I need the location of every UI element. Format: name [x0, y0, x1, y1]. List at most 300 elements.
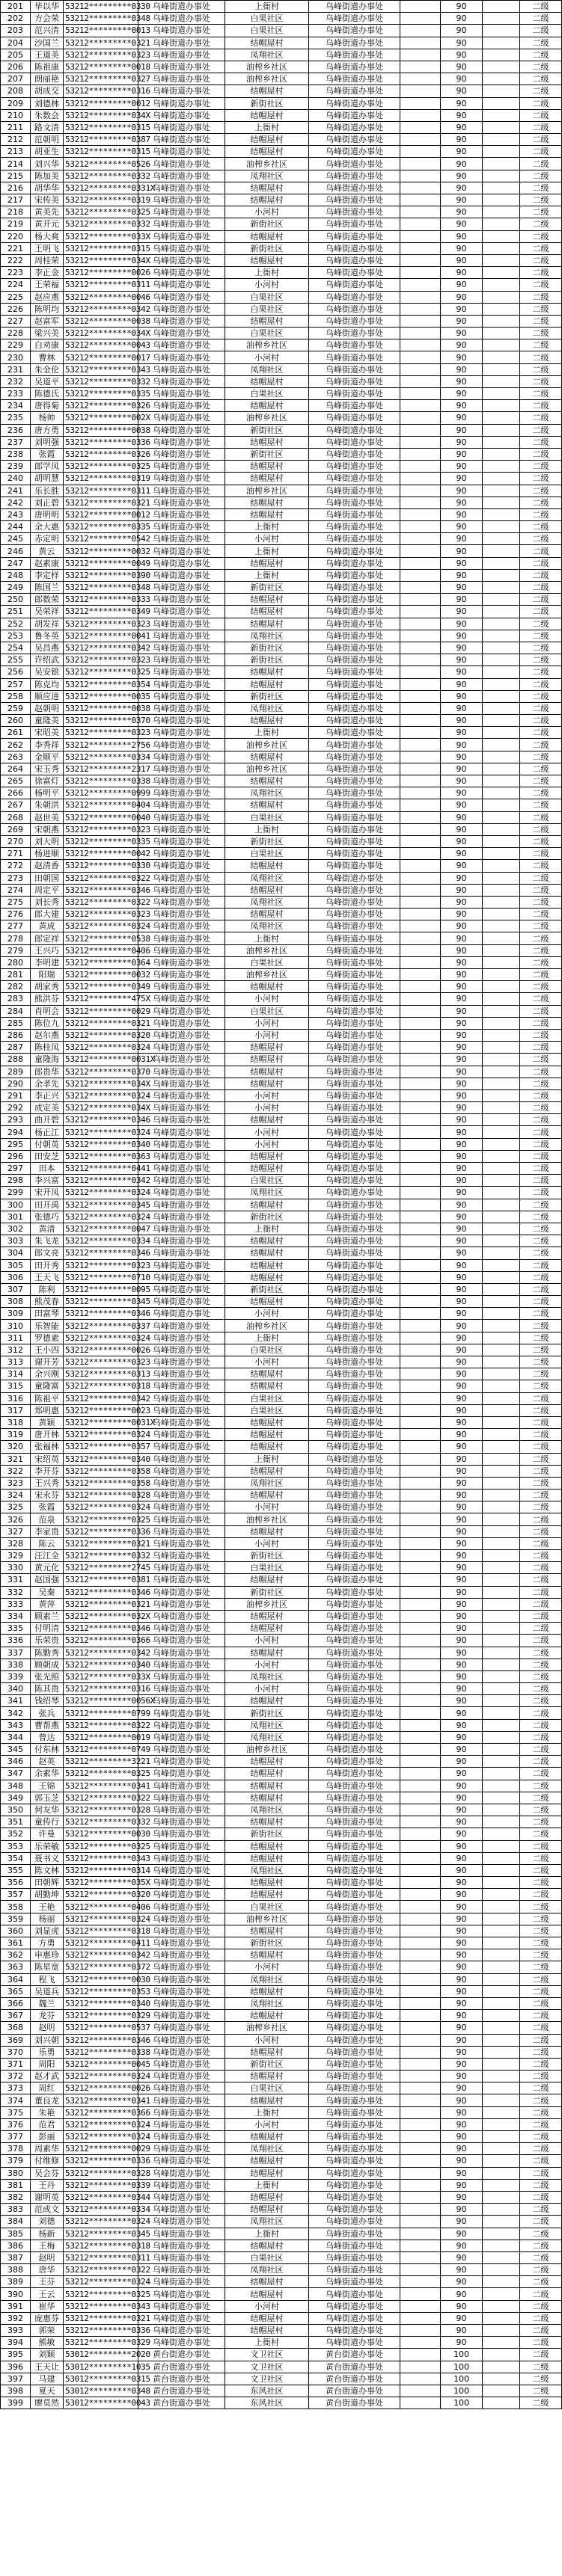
blank-cell: [483, 2082, 520, 2094]
id-number: 53212*********0358: [64, 1465, 138, 1477]
id-number: 53212*********0346: [64, 1586, 138, 1598]
table-row: [1, 981, 562, 993]
person-name: 宋绍英: [31, 1453, 64, 1465]
disability-level: 二级: [520, 2082, 562, 2094]
person-name: 罗德素: [31, 1332, 64, 1344]
village: 油榨乡社区: [225, 412, 309, 424]
village: 结帽屋村: [225, 2167, 309, 2179]
row-number: 356: [1, 1877, 31, 1889]
id-number: 53012*********0348: [64, 2385, 138, 2397]
handling-office: 乌峰街道办事处: [309, 775, 400, 787]
row-number: 273: [1, 872, 31, 884]
village: 结帽屋村: [225, 315, 309, 327]
village: 白果社区: [225, 1404, 309, 1416]
person-name: 唐方勇: [31, 424, 64, 436]
person-name: 张福林: [31, 1441, 64, 1453]
village: 油榨乡社区: [225, 739, 309, 751]
amount: 90: [441, 1199, 483, 1211]
person-name: 崔华: [31, 2300, 64, 2312]
blank-cell: [483, 351, 520, 363]
amount: 90: [441, 1647, 483, 1659]
amount: 90: [441, 1380, 483, 1392]
row-number: 204: [1, 37, 31, 49]
id-number: 53212*********0353: [64, 1985, 138, 1997]
street-office: 乌峰街道办事处: [138, 1756, 225, 1768]
id-number: 53212*********0346: [64, 884, 138, 896]
person-name: 周红: [31, 2082, 64, 2094]
village: 小河村: [225, 2118, 309, 2130]
id-number: 53212*********0318: [64, 1925, 138, 1937]
handling-office: 乌峰街道办事处: [309, 2118, 400, 2130]
street-office: 乌峰街道办事处: [138, 739, 225, 751]
id-number: 53212*********0329: [64, 2337, 138, 2349]
table-row: [1, 1623, 562, 1635]
id-number: 53212*********0324: [64, 1913, 138, 1925]
street-office: 乌峰街道办事处: [138, 920, 225, 932]
person-name: 王天让: [31, 2361, 64, 2373]
person-name: 李正金: [31, 267, 64, 279]
blank-cell: [483, 61, 520, 73]
handling-office: 乌峰街道办事处: [309, 811, 400, 823]
handling-office: 乌峰街道办事处: [309, 73, 400, 85]
row-number: 398: [1, 2385, 31, 2397]
table-row: [1, 328, 562, 339]
blank-cell: [400, 412, 441, 424]
disability-level: 二级: [520, 1804, 562, 1816]
blank-cell: [483, 981, 520, 993]
table-row: [1, 109, 562, 121]
blank-cell: [400, 823, 441, 835]
row-number: 276: [1, 909, 31, 920]
id-number: 53212*********0324: [64, 1187, 138, 1199]
table-row: [1, 763, 562, 775]
disability-level: 二级: [520, 545, 562, 557]
blank-cell: [483, 37, 520, 49]
row-number: 289: [1, 1066, 31, 1078]
row-number: 314: [1, 1368, 31, 1380]
handling-office: 乌峰街道办事处: [309, 1271, 400, 1283]
blank-cell: [483, 1199, 520, 1211]
blank-cell: [483, 618, 520, 630]
blank-cell: [400, 1744, 441, 1756]
row-number: 223: [1, 267, 31, 279]
blank-cell: [400, 1211, 441, 1223]
id-number: 53212*********0335: [64, 835, 138, 847]
row-number: 247: [1, 557, 31, 569]
disability-level: 二级: [520, 763, 562, 775]
amount: 90: [441, 1477, 483, 1489]
handling-office: 乌峰街道办事处: [309, 909, 400, 920]
handling-office: 乌峰街道办事处: [309, 400, 400, 412]
village: 上衙村: [225, 823, 309, 835]
amount: 90: [441, 1877, 483, 1889]
row-number: 320: [1, 1441, 31, 1453]
blank-cell: [400, 2288, 441, 2300]
village: 白果社区: [225, 1005, 309, 1017]
blank-cell: [483, 1017, 520, 1029]
blank-cell: [400, 1937, 441, 1949]
table-row: [1, 497, 562, 508]
amount: 90: [441, 618, 483, 630]
id-number: 53212*********0318: [64, 2240, 138, 2251]
handling-office: 乌峰街道办事处: [309, 206, 400, 218]
street-office: 乌峰街道办事处: [138, 569, 225, 581]
blank-cell: [400, 218, 441, 230]
amount: 90: [441, 1138, 483, 1150]
disability-level: 二级: [520, 1247, 562, 1259]
handling-office: 乌峰街道办事处: [309, 1768, 400, 1780]
row-number: 312: [1, 1344, 31, 1356]
street-office: 乌峰街道办事处: [138, 1187, 225, 1199]
row-number: 368: [1, 2022, 31, 2034]
id-number: 53212*********0340: [64, 1997, 138, 2009]
disability-level: 二级: [520, 1840, 562, 1852]
handling-office: 乌峰街道办事处: [309, 1308, 400, 1320]
amount: 90: [441, 2143, 483, 2155]
id-number: 53212*********0345: [64, 1199, 138, 1211]
disability-level: 二级: [520, 1150, 562, 1162]
street-office: 乌峰街道办事处: [138, 1308, 225, 1320]
blank-cell: [483, 2167, 520, 2179]
village: 白果社区: [225, 1344, 309, 1356]
disability-level: 二级: [520, 109, 562, 121]
blank-cell: [483, 254, 520, 266]
village: 结帽屋村: [225, 2276, 309, 2288]
amount: 90: [441, 1719, 483, 1731]
street-office: 乌峰街道办事处: [138, 1042, 225, 1054]
person-name: 黄颖: [31, 1416, 64, 1428]
amount: 90: [441, 1889, 483, 1901]
row-number: 297: [1, 1163, 31, 1175]
blank-cell: [483, 1320, 520, 1332]
village: 结帽屋村: [225, 1078, 309, 1089]
row-number: 343: [1, 1719, 31, 1731]
amount: 90: [441, 2082, 483, 2094]
table-row: [1, 594, 562, 606]
amount: 90: [441, 1635, 483, 1647]
village: 白果社区: [225, 2082, 309, 2094]
table-row: [1, 799, 562, 811]
village: 结帽屋村: [225, 1150, 309, 1162]
disability-level: 二级: [520, 872, 562, 884]
village: 上衙村: [225, 2179, 309, 2191]
village: 结帽屋村: [225, 1792, 309, 1804]
street-office: 乌峰街道办事处: [138, 1598, 225, 1610]
blank-cell: [400, 1756, 441, 1768]
amount: 90: [441, 2251, 483, 2263]
row-number: 286: [1, 1029, 31, 1041]
handling-office: 乌峰街道办事处: [309, 2058, 400, 2070]
person-name: 吴道兵: [31, 1985, 64, 1997]
table-row: [1, 909, 562, 920]
blank-cell: [483, 109, 520, 121]
street-office: 乌峰街道办事处: [138, 328, 225, 339]
disability-level: 二级: [520, 2300, 562, 2312]
blank-cell: [400, 194, 441, 206]
person-name: 乐荣敏: [31, 1840, 64, 1852]
id-number: 53212*********0095: [64, 1283, 138, 1295]
id-number: 53212*********0370: [64, 1066, 138, 1078]
table-row: [1, 2179, 562, 2191]
table-row: [1, 1235, 562, 1247]
village: 结帽屋村: [225, 194, 309, 206]
table-row: [1, 1670, 562, 1682]
row-number: 308: [1, 1296, 31, 1308]
handling-office: 乌峰街道办事处: [309, 751, 400, 763]
person-name: 周阳: [31, 2058, 64, 2070]
amount: 90: [441, 37, 483, 49]
disability-level: 二级: [520, 1163, 562, 1175]
disability-level: 二级: [520, 835, 562, 847]
blank-cell: [400, 1550, 441, 1562]
person-name: 田富琴: [31, 1308, 64, 1320]
person-name: 范朝明: [31, 134, 64, 146]
person-name: 李正兴: [31, 1089, 64, 1101]
village: 结帽屋村: [225, 1610, 309, 1622]
table-row: [1, 1477, 562, 1489]
table-row: [1, 242, 562, 254]
handling-office: 乌峰街道办事处: [309, 1501, 400, 1513]
disability-level: 二级: [520, 291, 562, 303]
blank-cell: [400, 811, 441, 823]
table-row: [1, 1175, 562, 1187]
street-office: 乌峰街道办事处: [138, 279, 225, 291]
row-number: 318: [1, 1416, 31, 1428]
blank-cell: [483, 763, 520, 775]
id-number: 53212*********0348: [64, 582, 138, 594]
id-number: 53212*********0315: [64, 242, 138, 254]
table-row: [1, 884, 562, 896]
handling-office: 乌峰街道办事处: [309, 763, 400, 775]
handling-office: 乌峰街道办事处: [309, 1126, 400, 1138]
table-row: [1, 2361, 562, 2373]
id-number: 53212*********0038: [64, 424, 138, 436]
row-number: 330: [1, 1562, 31, 1574]
person-name: 曾达: [31, 1731, 64, 1743]
street-office: 乌峰街道办事处: [138, 751, 225, 763]
row-number: 277: [1, 920, 31, 932]
row-number: 369: [1, 2034, 31, 2046]
row-number: 262: [1, 739, 31, 751]
row-number: 240: [1, 473, 31, 485]
village: 结帽屋村: [225, 1066, 309, 1078]
blank-cell: [483, 1175, 520, 1187]
street-office: 乌峰街道办事处: [138, 1985, 225, 1997]
blank-cell: [483, 1332, 520, 1344]
handling-office: 乌峰街道办事处: [309, 981, 400, 993]
id-number: 53212*********2756: [64, 739, 138, 751]
blank-cell: [400, 1175, 441, 1187]
row-number: 258: [1, 690, 31, 702]
disability-level: 二级: [520, 848, 562, 860]
village: 结帽屋村: [225, 775, 309, 787]
table-row: [1, 254, 562, 266]
handling-office: 乌峰街道办事处: [309, 2288, 400, 2300]
id-number: 53212*********0799: [64, 1707, 138, 1719]
street-office: 乌峰街道办事处: [138, 2143, 225, 2155]
disability-level: 二级: [520, 1610, 562, 1622]
blank-cell: [400, 2034, 441, 2046]
blank-cell: [483, 170, 520, 182]
blank-cell: [400, 666, 441, 678]
amount: 90: [441, 2106, 483, 2118]
blank-cell: [483, 1635, 520, 1647]
table-row: [1, 642, 562, 654]
disability-level: 二级: [520, 920, 562, 932]
id-number: 53212*********0321: [64, 1598, 138, 1610]
amount: 90: [441, 1913, 483, 1925]
table-row: [1, 1150, 562, 1162]
street-office: 乌峰街道办事处: [138, 944, 225, 956]
disability-level: 二级: [520, 242, 562, 254]
row-number: 358: [1, 1901, 31, 1913]
table-row: [1, 606, 562, 618]
street-office: 乌峰街道办事处: [138, 1744, 225, 1756]
row-number: 211: [1, 121, 31, 133]
disability-level: 二级: [520, 1477, 562, 1489]
table-row: [1, 1816, 562, 1828]
disability-level: 二级: [520, 1320, 562, 1332]
amount: 90: [441, 1416, 483, 1428]
disability-level: 二级: [520, 182, 562, 194]
person-name: 申惠珍: [31, 1949, 64, 1961]
blank-cell: [483, 1719, 520, 1731]
village: 白果社区: [225, 13, 309, 25]
street-office: 乌峰街道办事处: [138, 981, 225, 993]
handling-office: 乌峰街道办事处: [309, 303, 400, 315]
handling-office: 乌峰街道办事处: [309, 1973, 400, 1985]
person-name: 李家贵: [31, 1525, 64, 1537]
blank-cell: [400, 2022, 441, 2034]
person-name: 余大惠: [31, 521, 64, 533]
blank-cell: [483, 363, 520, 375]
blank-cell: [400, 375, 441, 387]
amount: 90: [441, 1066, 483, 1078]
disability-level: 二级: [520, 1985, 562, 1997]
person-name: 沙国兰: [31, 37, 64, 49]
table-row: [1, 1404, 562, 1416]
row-number: 202: [1, 13, 31, 25]
village: 结帽屋村: [225, 2288, 309, 2300]
blank-cell: [400, 1925, 441, 1937]
id-number: 53012*********2020: [64, 2349, 138, 2361]
amount: 90: [441, 1017, 483, 1029]
disability-level: 二级: [520, 97, 562, 109]
village: 结帽屋村: [225, 1259, 309, 1271]
blank-cell: [400, 642, 441, 654]
street-office: 乌峰街道办事处: [138, 1066, 225, 1078]
street-office: 乌峰街道办事处: [138, 1719, 225, 1731]
handling-office: 乌峰街道办事处: [309, 1199, 400, 1211]
person-name: 付东林: [31, 1744, 64, 1756]
disability-level: 二级: [520, 1223, 562, 1235]
row-number: 255: [1, 654, 31, 666]
row-number: 280: [1, 956, 31, 968]
table-row: [1, 1247, 562, 1259]
id-number: 53212*********0331X: [64, 182, 138, 194]
street-office: 黄台街道办事处: [138, 2373, 225, 2385]
amount: 90: [441, 1259, 483, 1271]
amount: 90: [441, 642, 483, 654]
person-name: 胡勤坤: [31, 1889, 64, 1901]
amount: 100: [441, 2397, 483, 2409]
amount: 90: [441, 1271, 483, 1283]
amount: 90: [441, 2118, 483, 2130]
blank-cell: [400, 1586, 441, 1598]
person-name: 刘德: [31, 2216, 64, 2228]
disability-level: 二级: [520, 2010, 562, 2022]
village: 结帽屋村: [225, 1816, 309, 1828]
disability-level: 二级: [520, 860, 562, 872]
village: 结帽屋村: [225, 436, 309, 448]
person-name: 乐长胜: [31, 485, 64, 497]
person-name: 李明建: [31, 956, 64, 968]
row-number: 315: [1, 1380, 31, 1392]
person-name: 郎贵华: [31, 1066, 64, 1078]
blank-cell: [400, 1731, 441, 1743]
amount: 90: [441, 2167, 483, 2179]
blank-cell: [483, 1598, 520, 1610]
disability-level: 二级: [520, 2349, 562, 2361]
row-number: 287: [1, 1042, 31, 1054]
row-number: 281: [1, 969, 31, 981]
disability-level: 二级: [520, 388, 562, 400]
village: 小河村: [225, 2300, 309, 2312]
amount: 90: [441, 1961, 483, 1973]
person-name: 唐得菊: [31, 400, 64, 412]
blank-cell: [483, 1695, 520, 1707]
blank-cell: [483, 1937, 520, 1949]
street-office: 乌峰街道办事处: [138, 1259, 225, 1271]
person-name: 黄开元: [31, 218, 64, 230]
table-row: [1, 956, 562, 968]
village: 上衙村: [225, 121, 309, 133]
street-office: 乌峰街道办事处: [138, 1054, 225, 1066]
disability-level: 二级: [520, 134, 562, 146]
blank-cell: [483, 1, 520, 13]
village: 结帽屋村: [225, 1490, 309, 1501]
row-number: 359: [1, 1913, 31, 1925]
amount: 90: [441, 2131, 483, 2143]
row-number: 259: [1, 702, 31, 714]
person-name: 乐智能: [31, 1320, 64, 1332]
handling-office: 乌峰街道办事处: [309, 375, 400, 387]
village: 结帽屋村: [225, 1247, 309, 1259]
village: 结帽屋村: [225, 182, 309, 194]
table-row: [1, 2167, 562, 2179]
blank-cell: [483, 328, 520, 339]
table-row: [1, 485, 562, 497]
street-office: 乌峰街道办事处: [138, 1525, 225, 1537]
row-number: 303: [1, 1235, 31, 1247]
disability-level: 二级: [520, 1126, 562, 1138]
blank-cell: [483, 1997, 520, 2009]
disability-level: 二级: [520, 1901, 562, 1913]
id-number: 53212*********0381: [64, 1574, 138, 1586]
person-name: 陈位九: [31, 1017, 64, 1029]
blank-cell: [483, 1513, 520, 1525]
amount: 90: [441, 315, 483, 327]
blank-cell: [483, 412, 520, 424]
blank-cell: [400, 1102, 441, 1114]
disability-level: 二级: [520, 823, 562, 835]
row-number: 299: [1, 1187, 31, 1199]
row-number: 220: [1, 230, 31, 242]
disability-level: 二级: [520, 158, 562, 170]
handling-office: 乌峰街道办事处: [309, 2010, 400, 2022]
street-office: 乌峰街道办事处: [138, 1501, 225, 1513]
table-row: [1, 1792, 562, 1804]
